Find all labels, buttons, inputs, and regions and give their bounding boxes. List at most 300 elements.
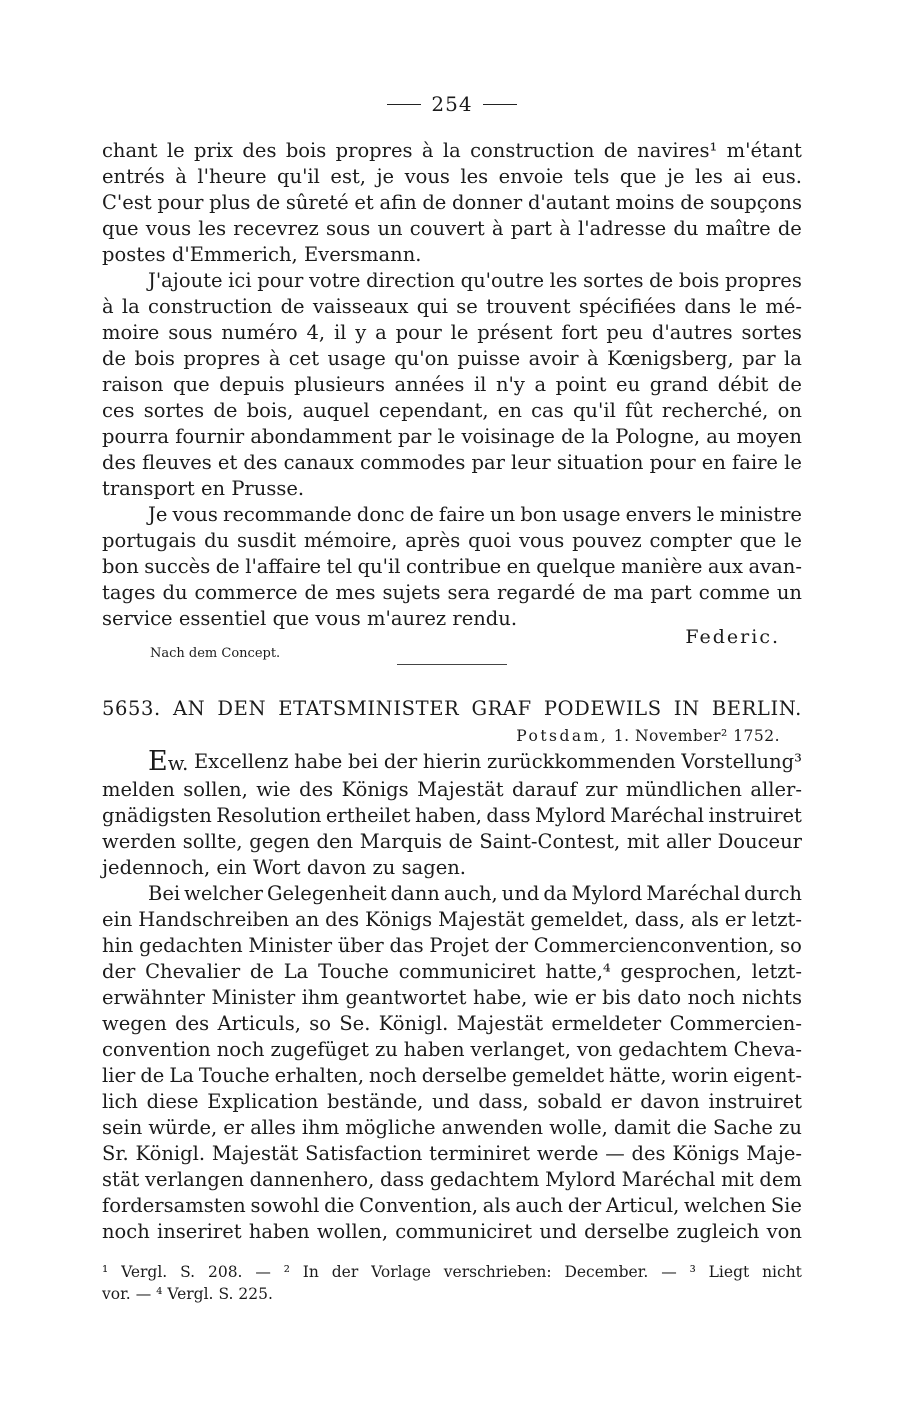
text-line bbox=[102, 1283, 802, 1305]
word: bon bbox=[520, 503, 558, 526]
word: il bbox=[333, 321, 347, 344]
word: fleuves bbox=[142, 451, 212, 474]
word: de bbox=[777, 373, 802, 396]
word: mögliche bbox=[345, 1116, 436, 1139]
word: Sie bbox=[770, 1194, 802, 1217]
word: succès bbox=[144, 555, 211, 578]
word: welcher bbox=[184, 882, 263, 905]
initial-letter: E bbox=[148, 746, 168, 777]
word: Maréchal bbox=[646, 882, 741, 905]
paragraph bbox=[102, 502, 802, 632]
word: bois, bbox=[246, 399, 294, 422]
word: ertheilet bbox=[325, 804, 411, 827]
text-line bbox=[102, 1219, 802, 1245]
word: les bbox=[549, 269, 578, 292]
entry-number: 5653. bbox=[102, 697, 161, 720]
text-line bbox=[102, 580, 802, 606]
word: usage bbox=[562, 503, 621, 526]
word: en bbox=[506, 555, 531, 578]
word: noch bbox=[369, 1064, 417, 1087]
word: dass, bbox=[478, 1090, 529, 1113]
word: zugleich bbox=[676, 1220, 760, 1243]
word: Eversmann. bbox=[303, 243, 422, 266]
word: présent bbox=[477, 321, 553, 344]
word: so bbox=[780, 934, 802, 957]
word: noch bbox=[687, 986, 736, 1009]
word: J'ajoute bbox=[148, 269, 223, 292]
word: fordersamsten bbox=[102, 1194, 246, 1217]
word: mit bbox=[626, 830, 660, 853]
word: d'Emmerich, bbox=[171, 243, 298, 266]
word: — bbox=[135, 1285, 152, 1303]
text-line bbox=[102, 985, 802, 1011]
word: ihm bbox=[301, 1116, 340, 1139]
word: essentiel bbox=[178, 607, 267, 630]
word: de bbox=[603, 139, 628, 162]
word: y bbox=[355, 321, 367, 344]
word: par bbox=[742, 347, 776, 370]
word: quelque bbox=[536, 555, 616, 578]
text-line bbox=[102, 959, 802, 985]
word: fût bbox=[625, 399, 653, 422]
word: le bbox=[166, 139, 185, 162]
word: noch bbox=[102, 1220, 150, 1243]
word: — bbox=[255, 1263, 271, 1281]
word: des bbox=[325, 908, 360, 931]
text-line bbox=[102, 242, 802, 268]
word: Touche bbox=[318, 960, 389, 983]
word: la bbox=[784, 347, 802, 370]
word: qu'il bbox=[357, 555, 401, 578]
word: gemeldet bbox=[511, 1064, 605, 1087]
word: Cheva- bbox=[733, 1038, 802, 1061]
word: pouvez bbox=[572, 529, 642, 552]
word: Saint-Contest, bbox=[479, 830, 621, 853]
word: Königs bbox=[341, 778, 409, 801]
word: C'est bbox=[102, 191, 152, 214]
word: dass, bbox=[634, 908, 686, 931]
word: wie bbox=[256, 778, 291, 801]
word: eigent- bbox=[733, 1064, 802, 1087]
word: der bbox=[331, 1263, 359, 1281]
paragraph bbox=[102, 268, 802, 502]
word: on bbox=[777, 399, 802, 422]
word: de bbox=[215, 555, 240, 578]
word: welchen bbox=[684, 1194, 767, 1217]
word: que bbox=[102, 217, 139, 240]
word: à bbox=[421, 139, 434, 162]
word: ces bbox=[102, 399, 135, 422]
text-line bbox=[102, 320, 802, 346]
word: de bbox=[582, 581, 607, 604]
word: Convention, bbox=[359, 1194, 479, 1217]
word: Articul, bbox=[605, 1194, 680, 1217]
word: cas bbox=[531, 399, 564, 422]
word: sera bbox=[447, 581, 490, 604]
word: des bbox=[242, 139, 277, 162]
word: — bbox=[605, 1142, 625, 1165]
word: derselbe bbox=[421, 1064, 507, 1087]
word: lier bbox=[102, 1064, 136, 1087]
word: verschrieben: bbox=[443, 1263, 552, 1281]
word: recherché, bbox=[661, 399, 769, 422]
word: quoi bbox=[468, 529, 512, 552]
entry-title-word: BERLIN. bbox=[711, 697, 802, 720]
word: er bbox=[223, 1116, 245, 1139]
word: tages bbox=[102, 581, 156, 604]
word: dass bbox=[486, 804, 531, 827]
word: envers bbox=[625, 503, 692, 526]
word: ministre bbox=[719, 503, 802, 526]
word: à bbox=[587, 347, 599, 370]
word: entrés bbox=[102, 165, 165, 188]
word: erwähnter bbox=[102, 986, 205, 1009]
word: der bbox=[383, 750, 418, 773]
word: der bbox=[102, 960, 136, 983]
word: Sr. bbox=[102, 1142, 129, 1165]
word: werden bbox=[102, 830, 177, 853]
word: 225. bbox=[238, 1285, 273, 1303]
text-line bbox=[102, 1141, 802, 1167]
word: communiciret bbox=[398, 960, 536, 983]
word: cet bbox=[288, 347, 320, 370]
word: das bbox=[389, 934, 424, 957]
word: avoir bbox=[528, 347, 579, 370]
word: auch, bbox=[443, 882, 498, 905]
word: soupçons bbox=[709, 191, 802, 214]
header-rule-right bbox=[483, 104, 517, 105]
word: se bbox=[456, 295, 478, 318]
word: de bbox=[213, 399, 238, 422]
word: m'étant bbox=[726, 139, 802, 162]
word: der bbox=[494, 934, 529, 957]
word: sous bbox=[168, 321, 213, 344]
word: mündlichen bbox=[625, 778, 742, 801]
word: de bbox=[249, 960, 274, 983]
word: sollen, bbox=[183, 778, 248, 801]
word: die bbox=[324, 1194, 355, 1217]
word: er bbox=[610, 1090, 632, 1113]
word: December. bbox=[564, 1263, 649, 1281]
word: direction bbox=[366, 269, 455, 292]
text-line bbox=[102, 1037, 802, 1063]
word: vous bbox=[315, 607, 361, 630]
word: als bbox=[691, 908, 719, 931]
word: a bbox=[375, 321, 387, 344]
word: Maje- bbox=[746, 1142, 802, 1165]
word: Articuls, bbox=[217, 1012, 301, 1035]
page bbox=[102, 92, 802, 1305]
word: pour bbox=[395, 321, 442, 344]
text-line bbox=[102, 372, 802, 398]
word: mémoire, bbox=[303, 529, 398, 552]
word: Marquis bbox=[359, 830, 442, 853]
word: sobald bbox=[537, 1090, 602, 1113]
dateline-place: Potsdam, bbox=[516, 727, 609, 745]
word: Pologne, bbox=[615, 425, 701, 448]
word: de bbox=[422, 191, 447, 214]
word: service bbox=[102, 607, 173, 630]
word: pour bbox=[649, 451, 696, 474]
word: Chevalier bbox=[145, 960, 241, 983]
word: qu'outre bbox=[460, 269, 544, 292]
word: transport bbox=[102, 477, 195, 500]
word: Commercien- bbox=[669, 1012, 802, 1035]
word: l'heure bbox=[197, 165, 267, 188]
word: Königs bbox=[365, 908, 433, 931]
word: sein bbox=[102, 1116, 143, 1139]
word: Douceur bbox=[717, 830, 802, 853]
word: Handschreiben bbox=[138, 908, 290, 931]
word: bois bbox=[678, 269, 720, 292]
text-line bbox=[102, 1193, 802, 1219]
word: ¹ bbox=[102, 1263, 109, 1281]
text-line bbox=[102, 1011, 802, 1037]
word: que bbox=[272, 607, 310, 630]
word: que bbox=[619, 165, 657, 188]
word: les bbox=[460, 165, 489, 188]
word: commerce bbox=[194, 581, 298, 604]
word: construction bbox=[148, 295, 273, 318]
word: qui bbox=[416, 295, 449, 318]
word: le bbox=[784, 529, 802, 552]
word: Projet bbox=[429, 934, 489, 957]
word: Majestät bbox=[438, 908, 525, 931]
word: sûreté bbox=[285, 191, 349, 214]
word: La bbox=[283, 960, 309, 983]
text-line bbox=[102, 268, 802, 294]
word: verlangen bbox=[145, 1168, 244, 1191]
signature: Federic. bbox=[685, 626, 780, 648]
word: grand bbox=[649, 373, 709, 396]
word: à bbox=[102, 295, 114, 318]
word: a bbox=[534, 373, 547, 396]
word: von bbox=[766, 1220, 802, 1243]
word: so bbox=[309, 1012, 331, 1035]
word: moyen bbox=[736, 425, 802, 448]
word: haben bbox=[403, 1038, 465, 1061]
word: contribue bbox=[405, 555, 502, 578]
text-line bbox=[102, 777, 802, 803]
word: Satisfaction bbox=[305, 1142, 423, 1165]
word: wegen bbox=[102, 1012, 167, 1035]
word: de bbox=[102, 347, 127, 370]
text-line bbox=[102, 1167, 802, 1193]
word: en bbox=[497, 399, 522, 422]
word: wolle, bbox=[549, 1116, 608, 1139]
word: en bbox=[200, 477, 226, 500]
word: recommande bbox=[223, 503, 352, 526]
word: le bbox=[739, 295, 758, 318]
word: ai bbox=[733, 165, 752, 188]
word: rendu. bbox=[452, 607, 518, 630]
word: melden bbox=[102, 778, 175, 801]
word: inseriret bbox=[157, 1220, 242, 1243]
word: ein bbox=[102, 908, 133, 931]
word: manière bbox=[621, 555, 703, 578]
word: Resolution bbox=[216, 804, 322, 827]
word: prix bbox=[194, 139, 234, 162]
word: vaisseaux bbox=[312, 295, 409, 318]
word: da bbox=[543, 882, 568, 905]
word: w. bbox=[167, 752, 189, 775]
word: sowohl bbox=[250, 1194, 320, 1217]
text-line bbox=[102, 907, 802, 933]
word: Mylord bbox=[534, 804, 606, 827]
word: chant bbox=[102, 139, 158, 162]
word: vous bbox=[172, 503, 218, 526]
word: ⁴ bbox=[156, 1285, 163, 1303]
page-header bbox=[102, 92, 802, 116]
word: aller bbox=[666, 830, 712, 853]
word: propres bbox=[183, 347, 261, 370]
word: werde bbox=[536, 1142, 599, 1165]
word: jedennoch, bbox=[102, 856, 211, 879]
word: pour bbox=[257, 269, 304, 292]
text-line bbox=[102, 803, 802, 829]
word: sujets bbox=[382, 581, 441, 604]
word: un bbox=[490, 503, 516, 526]
word: de bbox=[448, 830, 473, 853]
word: anwenden bbox=[441, 1116, 544, 1139]
word: propres bbox=[335, 139, 413, 162]
word: eus. bbox=[761, 165, 802, 188]
word: dem bbox=[759, 1168, 802, 1191]
word: S. bbox=[180, 1263, 196, 1281]
word: gesprochen, bbox=[620, 960, 742, 983]
letter-continuation bbox=[102, 138, 802, 632]
word: des bbox=[175, 1012, 210, 1035]
word: l'adresse bbox=[578, 217, 667, 240]
word: Minister bbox=[248, 934, 333, 957]
word: dans bbox=[684, 295, 732, 318]
word: gedachtem bbox=[618, 1038, 728, 1061]
word: la bbox=[121, 295, 140, 318]
word: Gelegenheit bbox=[266, 882, 387, 905]
word: est, bbox=[330, 165, 366, 188]
word: de bbox=[304, 581, 329, 604]
word: würde, bbox=[148, 1116, 218, 1139]
word: Königs bbox=[672, 1142, 740, 1165]
word: moins bbox=[615, 191, 675, 214]
word: susdit bbox=[236, 529, 297, 552]
word: worin bbox=[671, 1064, 729, 1087]
word: Majestät bbox=[417, 778, 504, 801]
word: davon bbox=[306, 856, 367, 879]
word: le bbox=[696, 503, 715, 526]
word: qu'il bbox=[572, 399, 616, 422]
word: n'y bbox=[495, 373, 525, 396]
word: compter bbox=[649, 529, 732, 552]
word: spécifiées bbox=[578, 295, 677, 318]
word: den bbox=[316, 830, 354, 853]
word: sortes bbox=[741, 321, 802, 344]
word: propres bbox=[724, 269, 802, 292]
word: Majestät bbox=[211, 1142, 299, 1165]
word: avan- bbox=[748, 555, 802, 578]
word: fort bbox=[561, 321, 598, 344]
header-rule-left bbox=[387, 104, 421, 105]
entry-title-word: PODEWILS bbox=[543, 697, 662, 720]
word: sous bbox=[325, 217, 371, 240]
word: ermeldeter bbox=[551, 1012, 662, 1035]
entry-body bbox=[102, 746, 802, 1245]
entry-title-word: IN bbox=[673, 697, 700, 720]
word: zurückkommenden bbox=[486, 750, 676, 773]
word: des bbox=[243, 451, 278, 474]
text-line bbox=[102, 138, 802, 164]
word: bon bbox=[102, 555, 139, 578]
word: m'aurez bbox=[366, 607, 447, 630]
word: auch bbox=[515, 1194, 564, 1217]
text-line bbox=[102, 216, 802, 242]
word: dato bbox=[637, 986, 682, 1009]
word: lich bbox=[102, 1090, 138, 1113]
word: trouvent bbox=[486, 295, 571, 318]
word: dannenhero, bbox=[249, 1168, 375, 1191]
word: que bbox=[173, 373, 210, 396]
word: à bbox=[559, 217, 571, 240]
word: Maréchal bbox=[610, 804, 704, 827]
word: und bbox=[432, 1090, 470, 1113]
text-line bbox=[102, 933, 802, 959]
word: davon bbox=[640, 1090, 700, 1113]
word: erhalten, bbox=[274, 1064, 365, 1087]
word: hin bbox=[102, 934, 134, 957]
word: ici bbox=[228, 269, 252, 292]
word: Minister bbox=[211, 986, 296, 1009]
footnotes bbox=[102, 1261, 802, 1305]
word: Se. bbox=[339, 1012, 371, 1035]
text-line bbox=[102, 1261, 802, 1283]
word: sagen. bbox=[401, 856, 466, 879]
word: mit bbox=[721, 1168, 754, 1191]
word: couvert bbox=[409, 217, 485, 240]
word: donc bbox=[356, 503, 405, 526]
word: er bbox=[724, 908, 746, 931]
word: les bbox=[695, 165, 723, 188]
word: donner bbox=[452, 191, 523, 214]
word: haben, bbox=[414, 804, 482, 827]
word: à bbox=[491, 217, 504, 240]
word: 4, bbox=[306, 321, 326, 344]
word: fournir bbox=[175, 425, 245, 448]
word: hatte,⁴ bbox=[545, 960, 611, 983]
word: Liegt bbox=[708, 1263, 750, 1281]
word: pour bbox=[157, 191, 204, 214]
word: Mylord bbox=[571, 882, 643, 905]
word: gegen bbox=[249, 830, 310, 853]
word: zu bbox=[779, 1116, 802, 1139]
word: Vorlage bbox=[371, 1263, 431, 1281]
word: bois bbox=[285, 139, 327, 162]
word: vous bbox=[404, 165, 450, 188]
word: pourra bbox=[102, 425, 170, 448]
word: alles bbox=[250, 1116, 296, 1139]
word: 208. bbox=[207, 1263, 243, 1281]
word: après bbox=[405, 529, 461, 552]
text-line bbox=[102, 164, 802, 190]
word: les bbox=[198, 217, 227, 240]
word: le bbox=[437, 425, 456, 448]
word: par bbox=[397, 425, 432, 448]
word: habe, bbox=[472, 986, 528, 1009]
word: d'autant bbox=[527, 191, 610, 214]
word: gnädigsten bbox=[102, 804, 212, 827]
word: il bbox=[473, 373, 487, 396]
word: Vergl. bbox=[121, 1263, 168, 1281]
word: verlanget, bbox=[470, 1038, 571, 1061]
